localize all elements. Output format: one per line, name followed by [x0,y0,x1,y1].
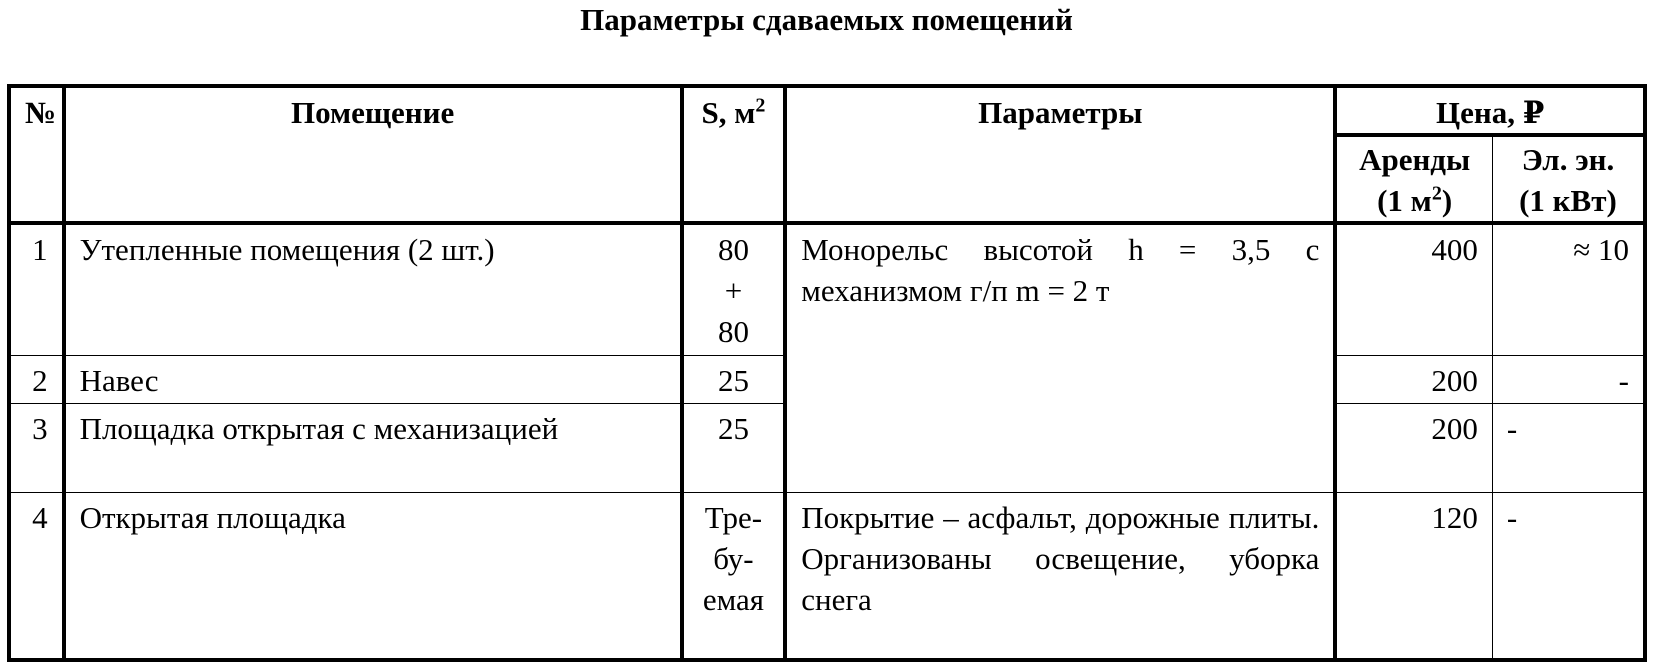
row-electricity: - [1492,355,1645,403]
row-number: 4 [9,492,64,660]
header-rent [1335,135,1492,223]
row-rent: 400 [1335,223,1492,355]
row-number: 1 [9,223,64,355]
row-rent: 200 [1335,403,1492,492]
row-params: Покрытие – асфальт, дорожные плиты. Организованы освещение, уборка снега [785,492,1335,660]
header-params [785,86,1335,223]
header-room-label: Помещение [290,95,455,130]
area-part: Тре- [704,499,763,535]
row-number: 2 [9,355,64,403]
row-room: Утепленные помещения (2 шт.) [64,223,682,355]
table-row [9,492,1645,660]
header-area-label: S, м [701,95,756,130]
table-title: Параметры сдаваемых помещений [580,2,1073,37]
row-area: 25 [682,403,786,492]
table-row [9,223,1645,355]
row-number: 3 [9,403,64,492]
header-area [682,86,786,223]
header-number [9,86,64,223]
header-rent-line2: (1 м [1377,183,1432,218]
header-price-label: Цена, ₽ [1436,95,1545,130]
header-area-sup: 2 [755,94,766,117]
header-rent-line1: Аренды [1359,142,1471,177]
row-params: Монорельс высотой h = 3,5 с механизмом г/п m = 2 т [785,223,1335,492]
header-params-label: Параметры [978,95,1143,130]
area-part: 80 [717,232,749,267]
row-rent: 120 [1335,492,1492,660]
area-plus: + [724,273,743,308]
row-rent: 200 [1335,355,1492,403]
header-rent-close: ) [1441,183,1453,218]
row-electricity: - [1492,403,1645,492]
row-room: Открытая площадка [64,492,682,660]
header-price [1335,86,1645,135]
area-part: 80 [717,314,749,349]
header-electricity [1492,135,1645,223]
header-number-label: № [25,95,57,130]
header-elec-line1: Эл. эн. [1521,142,1615,177]
row-area: 25 [682,355,786,403]
rental-premises-table [7,84,1647,662]
row-room: Площадка открытая с механизацией [64,403,682,492]
header-elec-line2: (1 кВт) [1519,183,1617,218]
area-part: бу- [713,540,754,576]
row-electricity: - [1492,492,1645,660]
area-part: емая [702,581,765,617]
row-room: Навес [64,355,682,403]
header-room [64,86,682,223]
row-area [682,223,786,355]
header-rent-sup: 2 [1431,182,1442,205]
row-electricity: ≈ 10 [1492,223,1645,355]
row-area [682,492,786,660]
